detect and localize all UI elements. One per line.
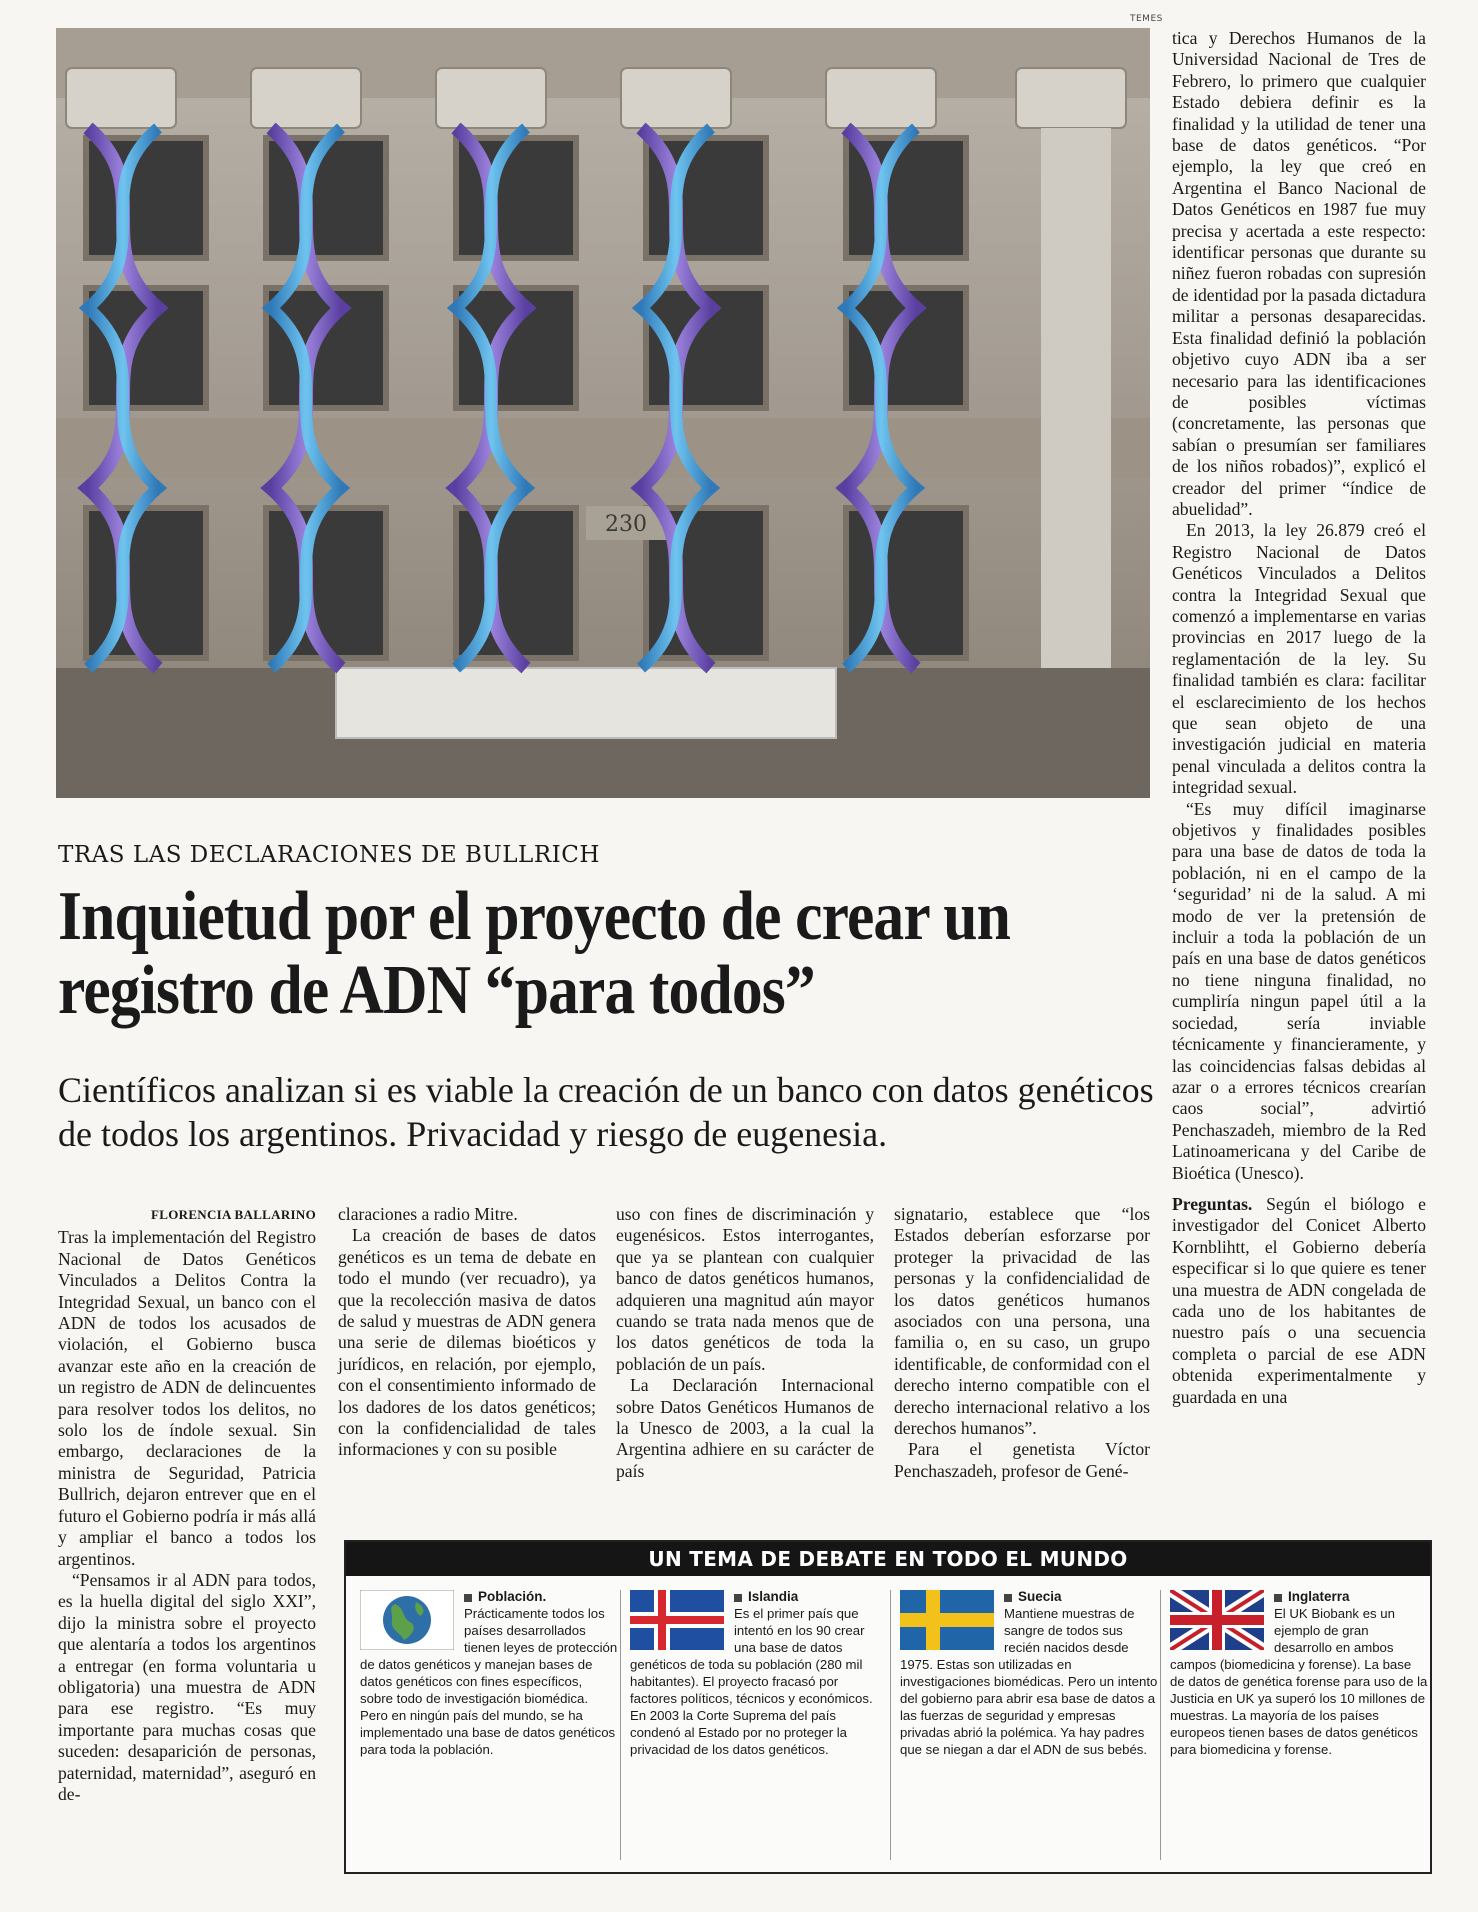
paragraph-text: Según el biólogo e investigador del Conicet Alberto Kornblihtt, el Gobierno debería especificar si lo que quiere es tener una muestra de ADN congelada de cada uno de los habitantes de nuestro país o una secuencia completa o parcial de ese ADN obtenida experimentalmente y guardada en una <box>1172 1193 1426 1407</box>
iceland-flag-icon <box>630 1590 724 1650</box>
infobox <box>344 1540 1432 1874</box>
paragraph: Tras la implementación del Registro Nacional de Datos Genéticos Vinculados a Delitos Contra la Integridad Sexual, un banco con el ADN de todos los acusados de violación, el Gobierno busca avanzar este año en la creación de un registro de ADN de delincuentes para resolver todos los delitos, no solo los de índole sexual. Sin embargo, declaraciones de la ministra de Seguridad, Patricia Bullrich, dejaron entrever que en el futuro el Gobierno podría ir más allá y ampliar el banco a todos los argentinos. <box>58 1227 316 1569</box>
uk-flag-icon <box>1170 1590 1264 1650</box>
entry-heading: Suecia <box>1018 1589 1062 1604</box>
byline: FLORENCIA BALLARINO <box>151 1207 316 1222</box>
paragraph: “Pensamos ir al ADN para todos, es la huella digital del siglo XXI”, dijo la ministra sobre el proyecto que alentaría a todos los argentinos a entregar (en forma voluntaria u obligatoria) una muestra de ADN para ese registro. “Es muy importante para muchas cosas que suceden: desaparición de personas, paternidad, maternidad”, aseguró en de- <box>58 1569 316 1804</box>
paragraph: Para el genetista Víctor Penchaszadeh, profesor de Gené- <box>894 1439 1150 1481</box>
subhead-preguntas: Preguntas. <box>1172 1193 1253 1214</box>
infobox-entry-suecia <box>900 1588 1158 1868</box>
divider <box>890 1590 891 1860</box>
dna-columns-illustration <box>56 28 1150 798</box>
entry-heading: Inglaterra <box>1288 1589 1350 1604</box>
divider <box>1160 1590 1161 1860</box>
infobox-entry-inglaterra <box>1170 1588 1428 1868</box>
entry-heading: Población. <box>478 1589 547 1604</box>
body-column-2 <box>338 1204 596 1461</box>
photo-credit: TEMES <box>1130 14 1163 24</box>
deck-subtitle: Científicos analizan si es viable la creación de un banco con datos genéticos de todos los argentinos. Privacidad y riesgo de eugenesia. <box>58 1070 1154 1154</box>
globe-icon <box>360 1590 454 1650</box>
entry-heading: Islandia <box>748 1589 799 1604</box>
divider <box>620 1590 621 1860</box>
building-number: 230 <box>605 512 647 537</box>
infobox-entry-poblacion <box>360 1588 618 1868</box>
paragraph: claraciones a radio Mitre. <box>338 1204 518 1224</box>
entry-text: Prácticamente todos los países desarrollados tienen leyes de protección de datos genéticos y manejan bases de datos genéticos con fines específicos, sobre todo de investigación biomédica. Pero en ningún país del mundo, se ha implementado una base de datos genéticos para toda la población. <box>360 1606 618 1757</box>
paragraph: uso con fines de discriminación y eugenésicos. Estos interrogantes, que ya se plantean con cualquier banco de datos genéticos humanos, adquieren una magnitud aún mayor cuando se trata nada menos que de los datos genéticos de toda la población de un país. <box>616 1204 874 1374</box>
body-column-5 <box>1172 28 1426 1408</box>
bullet-square <box>1274 1594 1282 1602</box>
paragraph: La Declaración Internacional sobre Datos Genéticos Humanos de la Unesco de 2003, a la cual la Argentina adhiere en su carácter de país <box>616 1375 874 1481</box>
bullet-square <box>734 1594 742 1602</box>
paragraph: “Es muy difícil imaginarse objetivos y finalidades posibles para una base de datos de toda la población, ni en el campo de la ‘seguridad’ ni de la salud. A mi modo de ver la pretensión de incluir a toda la población de un país en una base de datos genéticos no tiene ninguna finalidad, no cumpliría ningun papel útil a la sociedad, sería inviable técnicamente y financieramente, y las coincidencias falsas debidas al azar o a errores técnicos crearían caos social”, advirtió Penchaszadeh, miembro de la Red Latinoamericana y del Caribe de Bioética (Unesco). <box>1172 798 1426 1183</box>
article-photo <box>56 28 1150 798</box>
kicker: TRAS LAS DECLARACIONES DE BULLRICH <box>58 842 600 868</box>
entry-text: Mantiene muestras de sangre de todos sus recién nacidos desde 1975. Estas son utilizadas en investigaciones biomédicas. Pero un intento del gobierno para abrir esa base de datos a las fuerzas de seguridad y empresas privadas abrió la polémica. Ya hay padres que se niegan a dar el ADN de sus bebés. <box>900 1606 1158 1757</box>
body-column-3 <box>616 1204 874 1482</box>
bullet-square <box>1004 1594 1012 1602</box>
paragraph: En 2013, la ley 26.879 creó el Registro Nacional de Datos Genéticos Vinculados a Delitos contra la Integridad Sexual que comenzó a implementarse en varias provincias en 2017 luego de la reglamentación de la ley. Su finalidad también es clara: facilitar el esclarecimiento de los hechos que sean objeto de una investigación judicial en materia penal vinculada a delitos contra la integridad sexual. <box>1172 520 1426 798</box>
sweden-flag-icon <box>900 1590 994 1650</box>
infobox-entry-islandia <box>630 1588 888 1868</box>
infobox-title: UN TEMA DE DEBATE EN TODO EL MUNDO <box>346 1542 1430 1576</box>
entry-text: Es el primer país que intentó en los 90 crear una base de datos genéticos de toda su población (280 mil habitantes). El proyecto fracasó por factores políticos, técnicos y económicos. En 2003 la Corte Suprema del país condenó al Estado por no proteger la privacidad de los datos genéticos. <box>630 1606 873 1757</box>
paragraph: La creación de bases de datos genéticos es un tema de debate en todo el mundo (ver recuadro), ya que la recolección masiva de datos de salud y muestras de ADN genera una serie de dilemas bioéticos y jurídicos, en relación, por ejemplo, con el consentimiento informado de los dadores de los datos genéticos; con la confidencialidad de tales informaciones y con su posible <box>338 1225 596 1460</box>
paragraph: signatario, establece que “los Estados deberían esforzarse por proteger la privacidad de las personas y la confidencialidad de los datos genéticos humanos asociados con una persona, una familia o, en su caso, un grupo identificable, de conformidad con el derecho interno compatible con el derecho internacional relativo a los derechos humanos”. <box>894 1204 1150 1439</box>
bullet-square <box>464 1594 472 1602</box>
body-column-4 <box>894 1204 1150 1482</box>
headline: Inquietud por el proyecto de crear un registro de ADN “para todos” <box>58 878 1010 1029</box>
paragraph-preguntas <box>1172 1194 1426 1408</box>
body-column-1 <box>58 1204 316 1805</box>
paragraph: tica y Derechos Humanos de la Universidad Nacional de Tres de Febrero, lo primero que cualquier Estado debiera definir es la finalidad y la utilidad de tener una base de datos genéticos. “Por ejemplo, la ley que creó en Argentina el Banco Nacional de Datos Genéticos en 1987 fue muy precisa y acertada a este respecto: identificar personas que durante su niñez fueron robadas con supresión de identidad por la pasada dictadura militar a personas desaparecidas. Esta finalidad definió la población objetivo cuyo ADN iba a ser necesario para las identificaciones de posibles víctimas (concretamente, las personas que sabían o presumían ser familiares de los niños robados)”, explicó el creador del primer “índice de abuelidad”. <box>1172 28 1426 519</box>
entry-text: El UK Biobank es un ejemplo de gran desarrollo en ambos campos (biomedicina y forense). La base de datos de genética forense para uso de la Justicia en UK ya superó los 10 millones de muestras. La mayoría de los países europeos tienen bases de datos genéticos para biomedicina y forense. <box>1170 1606 1428 1757</box>
